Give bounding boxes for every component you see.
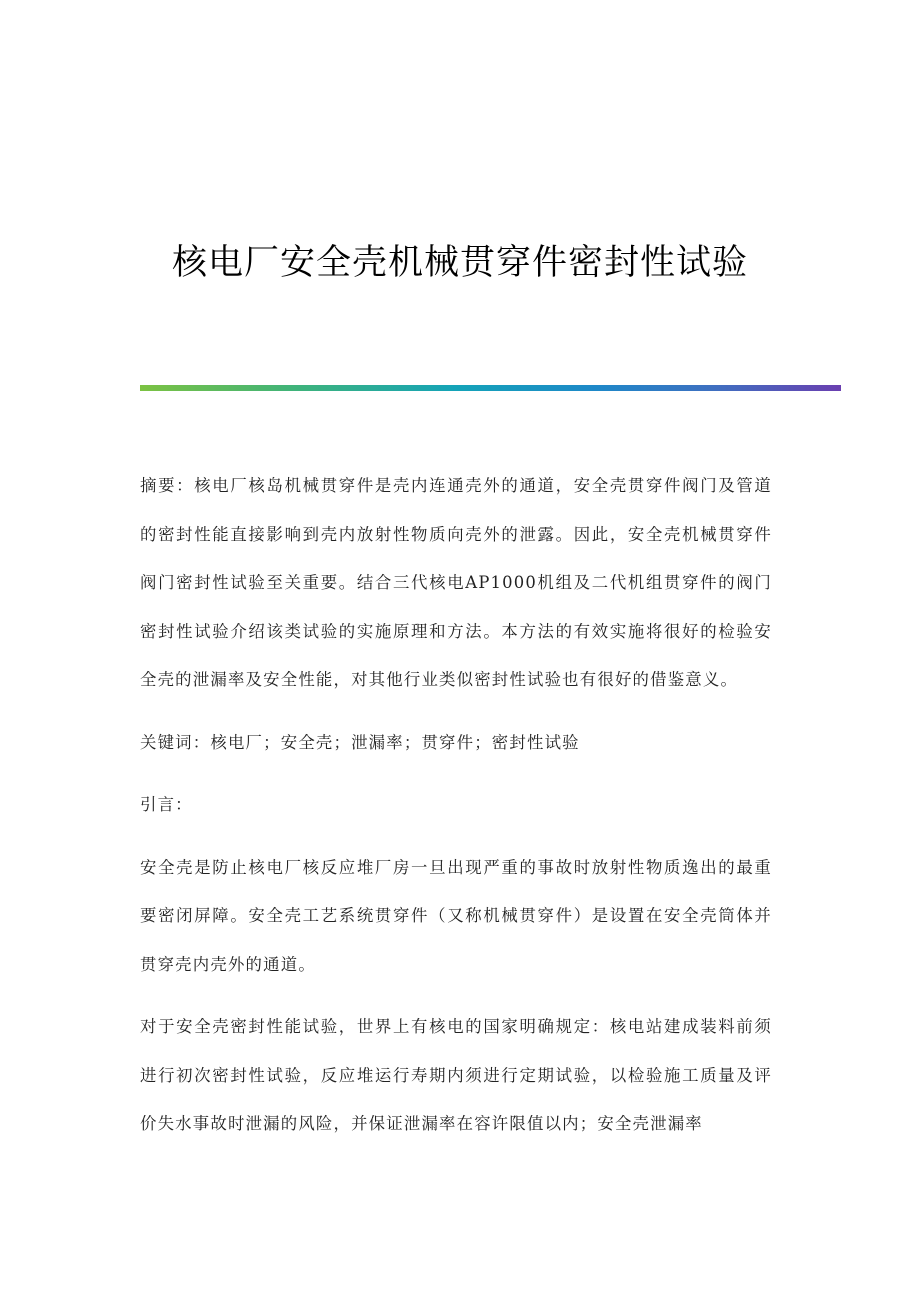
document-title: 核电厂安全壳机械贯穿件密封性试验: [171, 243, 748, 284]
body-paragraph: 安全壳是防止核电厂核反应堆厂房一旦出现严重的事故时放射性物质逸出的最重要密闭屏障。安全壳工艺系统贯穿件（又称机械贯穿件）是设置在安全壳筒体并贯穿壳内壳外的通道。: [140, 857, 772, 974]
keywords-paragraph: 关键词：核电厂；安全壳；泄漏率；贯穿件；密封性试验: [140, 732, 580, 752]
document-body: [140, 462, 772, 1149]
abstract-paragraph: 摘要：核电厂核岛机械贯穿件是壳内连通壳外的通道，安全壳贯穿件阀门及管道的密封性能直接影响到壳内放射性物质向壳外的泄露。因此，安全壳机械贯穿件阀门密封性试验至关重要。结合三代核电AP1000机组及二代机组贯穿件的阀门密封性试验介绍该类试验的实施原理和方法。本方法的有效实施将很好的检验安全壳的泄漏率及安全性能，对其他行业类似密封性试验也有很好的借鉴意义。: [140, 476, 772, 689]
introduction-heading: 引言：: [140, 795, 193, 814]
title-divider: [140, 385, 841, 391]
body-paragraph: 对于安全壳密封性能试验，世界上有核电的国家明确规定：核电站建成装料前须进行初次密封性试验，反应堆运行寿期内须进行定期试验，以检验施工质量及评价失水事故时泄漏的风险，并保证泄漏率在容许限值以内；安全壳泄漏率: [140, 1017, 772, 1133]
